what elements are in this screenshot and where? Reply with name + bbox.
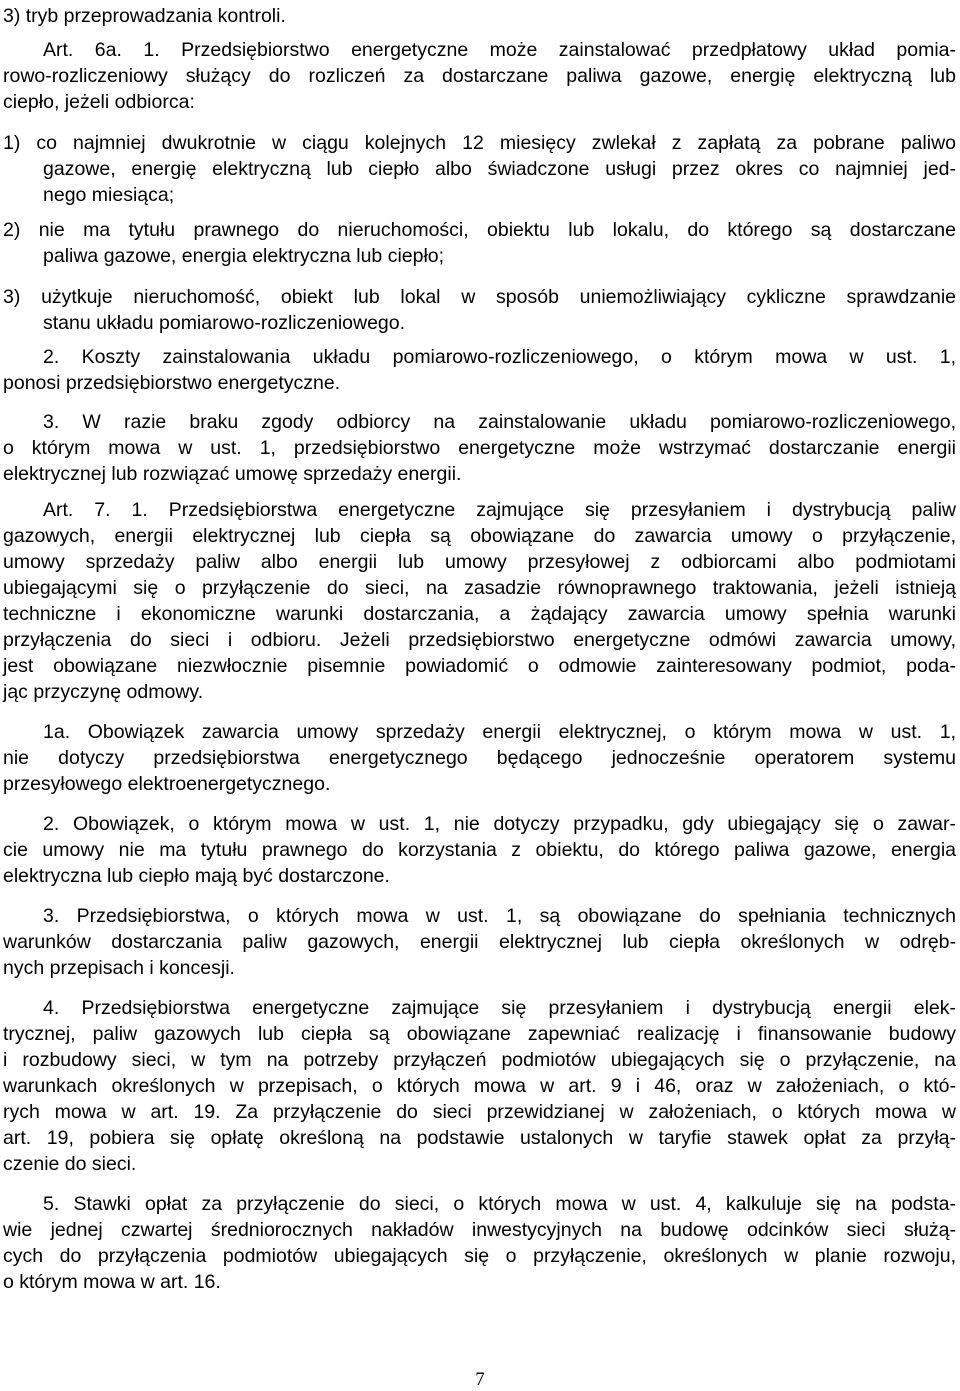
paragraph-line: 5. Stawki opłat za przyłączenie do sieci, o których mowa w ust. 4, kalkuluje się na podsta-	[43, 1193, 956, 1215]
paragraph-line: wie jednej czwartej średniorocznych nakładów inwestycyjnych na budowę odcinków sieci służą-	[3, 1219, 956, 1241]
list-item: 2) nie ma tytułu prawnego do nieruchomości, obiektu lub lokalu, do którego są dostarczane	[3, 219, 956, 241]
paragraph-line: elektrycznej lub rozwiązać umowę sprzedaży energii.	[3, 463, 462, 485]
paragraph-line: przesyłowego elektroenergetycznego.	[3, 773, 331, 795]
list-item-line: gazowe, energię elektryczną lub ciepło albo świadczone usługi przez okres co najmniej jed-	[43, 158, 956, 180]
paragraph-line: ciepło, jeżeli odbiorca:	[3, 91, 195, 113]
paragraph-line: cych do przyłączenia podmiotów ubiegających się o przyłączenie, określonych w planie rozwoju,	[3, 1245, 956, 1267]
paragraph-line: 3. Przedsiębiorstwa, o których mowa w ust. 1, są obowiązane do spełniania technicznych	[43, 905, 956, 927]
paragraph-line: przyłączenia do sieci i odbioru. Jeżeli przedsiębiorstwo energetyczne odmówi zawarcia umowy,	[3, 629, 956, 651]
paragraph-line: umowy sprzedaży paliw albo energii lub umowy przesyłowej z odbiorcami albo podmiotami	[3, 551, 956, 573]
article-heading-line: Art. 6a. 1. Przedsiębiorstwo energetyczne może zainstalować przedpłatowy układ pomia-	[43, 39, 956, 61]
paragraph-line: warunków dostarczania paliw gazowych, energii elektrycznej lub ciepła określonych w odręb-	[3, 931, 956, 953]
paragraph-line: elektryczna lub ciepło mają być dostarczone.	[3, 865, 390, 887]
paragraph-line: 2. Koszty zainstalowania układu pomiarowo-rozliczeniowego, o którym mowa w ust. 1,	[43, 346, 956, 368]
paragraph-line: czenie do sieci.	[3, 1153, 137, 1175]
page-number: 7	[475, 1369, 485, 1390]
paragraph-line: o którym mowa w art. 16.	[3, 1271, 221, 1293]
paragraph-line: cie umowy nie ma tytułu prawnego do korzystania z obiektu, do którego paliwa gazowe, energia	[3, 839, 956, 861]
list-item-line: stanu układu pomiarowo-rozliczeniowego.	[43, 312, 406, 334]
list-item: 1) co najmniej dwukrotnie w ciągu kolejnych 12 miesięcy zwlekał z zapłatą za pobrane paliwo	[3, 132, 956, 154]
paragraph-line: nych przepisach i koncesji.	[3, 957, 235, 979]
paragraph-line: 3. W razie braku zgody odbiorcy na zainstalowanie układu pomiarowo-rozliczeniowego,	[43, 411, 956, 433]
paragraph-line: 2. Obowiązek, o którym mowa w ust. 1, nie dotyczy przypadku, gdy ubiegający się o zawar-	[43, 813, 956, 835]
list-item: 3) użytkuje nieruchomość, obiekt lub lokal w sposób uniemożliwiający cykliczne sprawdzanie	[3, 286, 956, 308]
paragraph-line: o którym mowa w ust. 1, przedsiębiorstwo energetyczne może wstrzymać dostarczanie energii	[3, 437, 956, 459]
paragraph-line: ponosi przedsiębiorstwo energetyczne.	[3, 372, 341, 394]
paragraph-line: ubiegającymi się o przyłączenie do sieci, na zasadzie równoprawnego traktowania, jeżeli istnieją	[3, 577, 956, 599]
paragraph-line: i rozbudowy sieci, w tym na potrzeby przyłączeń podmiotów ubiegających się o przyłączenie, na	[3, 1049, 956, 1071]
paragraph-line: techniczne i ekonomiczne warunki dostarczania, a żądający zawarcia umowy spełnia warunki	[3, 603, 956, 625]
list-item-line: nego miesiąca;	[43, 184, 175, 206]
paragraph-line: 1a. Obowiązek zawarcia umowy sprzedaży energii elektrycznej, o którym mowa w ust. 1,	[43, 721, 956, 743]
paragraph-line: gazowych, energii elektrycznej lub ciepła są obowiązane do zawarcia umowy o przyłączenie,	[3, 525, 956, 547]
list-item: 3) tryb przeprowadzania kontroli.	[3, 5, 286, 27]
paragraph-line: trycznej, paliw gazowych lub ciepła są obowiązane zapewniać realizację i finansowanie budowy	[3, 1023, 956, 1045]
paragraph-line: jest obowiązane niezwłocznie pisemnie powiadomić o odmowie zainteresowany podmiot, poda-	[3, 655, 956, 677]
article-heading-line: Art. 7. 1. Przedsiębiorstwa energetyczne zajmujące się przesyłaniem i dystrybucją paliw	[43, 499, 956, 521]
paragraph-line: art. 19, pobiera się opłatę określoną na podstawie ustalonych w taryfie stawek opłat za przyłą-	[3, 1127, 956, 1149]
paragraph-line: warunkach określonych w przepisach, o których mowa w art. 9 i 46, oraz w założeniach, o któ-	[3, 1075, 956, 1097]
paragraph-line: rych mowa w art. 19. Za przyłączenie do sieci przewidzianej w założeniach, o których mowa w	[3, 1101, 956, 1123]
paragraph-line: nie dotyczy przedsiębiorstwa energetycznego będącego jednocześnie operatorem systemu	[3, 747, 956, 769]
paragraph-line: 4. Przedsiębiorstwa energetyczne zajmujące się przesyłaniem i dystrybucją energii elek-	[43, 997, 956, 1019]
list-item-line: paliwa gazowe, energia elektryczna lub ciepło;	[43, 245, 445, 267]
paragraph-line: rowo-rozliczeniowy służący do rozliczeń za dostarczane paliwa gazowe, energię elektryczną lub	[3, 65, 956, 87]
paragraph-line: jąc przyczynę odmowy.	[3, 681, 204, 703]
